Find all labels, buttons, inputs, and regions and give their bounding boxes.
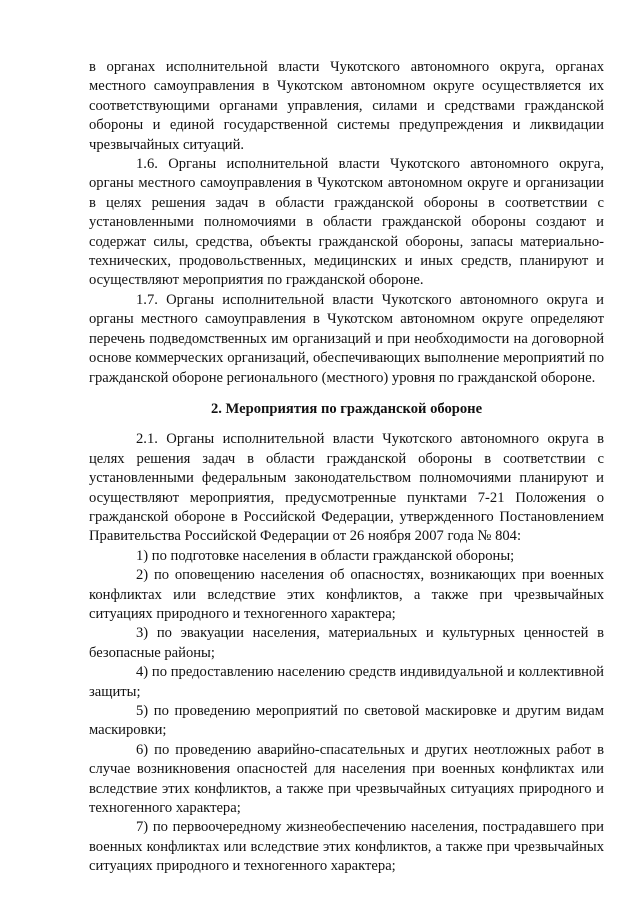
list-item-5: 5) по проведению мероприятий по световой маскировке и другим видам маскировки; — [89, 703, 604, 739]
document-page — [89, 58, 604, 877]
paragraph-1-6: 1.6. Органы исполнительной власти Чукотского автономного округа, органы местного самоуправления в Чукотском автономном округе и организации в целях решения задач в области гражданской обороны в соответствии с установленными полномочиями в области гражданской обороны создают и содержат силы, средства, объекты гражданской обороны, запасы материально-технических, продовольственных, медицинских и иных средств, планируют и осуществляют мероприятия по гражданской обороне. — [89, 156, 604, 289]
paragraph-continuation: в органах исполнительной власти Чукотского автономного округа, органах местного самоуправления в Чукотском автономном округе осуществляется их соответствующими органами управления, силами и средствами гражданской обороны и единой государственной системы предупреждения и ликвидации чрезвычайных ситуаций. — [89, 59, 604, 153]
list-item-6: 6) по проведению аварийно-спасательных и других неотложных работ в случае возникновения опасностей для населения при военных конфликтах или вследствие этих конфликтов, а также при чрезвычайных ситуациях природного и техногенного характера; — [89, 741, 604, 817]
list-item-2: 2) по оповещению населения об опасностях, возникающих при военных конфликтах или вследствие этих конфликтов, а также при чрезвычайных ситуациях природного и техногенного характера; — [89, 567, 604, 622]
paragraph-2-1: 2.1. Органы исполнительной власти Чукотского автономного округа в целях решения задач в области гражданской обороны в соответствии с установленными федеральным законодательством полномочиями планируют и осуществляют мероприятия, предусмотренные пунктами 7-21 Положения о гражданской обороне в Российской Федерации, утвержденного Постановлением Правительства Российской Федерации от 26 ноября 2007 года № 804: — [89, 431, 604, 545]
list-item-3: 3) по эвакуации населения, материальных и культурных ценностей в безопасные районы; — [89, 625, 604, 661]
list-item-1: 1) по подготовке населения в области гражданской обороны; — [136, 547, 515, 564]
list-item-4: 4) по предоставлению населению средств индивидуальной и коллективной защиты; — [89, 664, 604, 700]
paragraph-1-7: 1.7. Органы исполнительной власти Чукотского автономного округа и органы местного самоуправления в Чукотском автономном округе определяют перечень подведомственных им организаций и при необходимости на договорной основе коммерческих организаций, обеспечивающих выполнение мероприятий по гражданской обороне регионального (местного) уровня по гражданской обороне. — [89, 291, 604, 386]
list-item-7: 7) по первоочередному жизнеобеспечению населения, пострадавшего при военных конфликтах или вследствие этих конфликтов, а также при чрезвычайных ситуациях природного и техногенного характера; — [89, 819, 604, 875]
section-heading: 2. Мероприятия по гражданской обороне — [210, 400, 483, 417]
